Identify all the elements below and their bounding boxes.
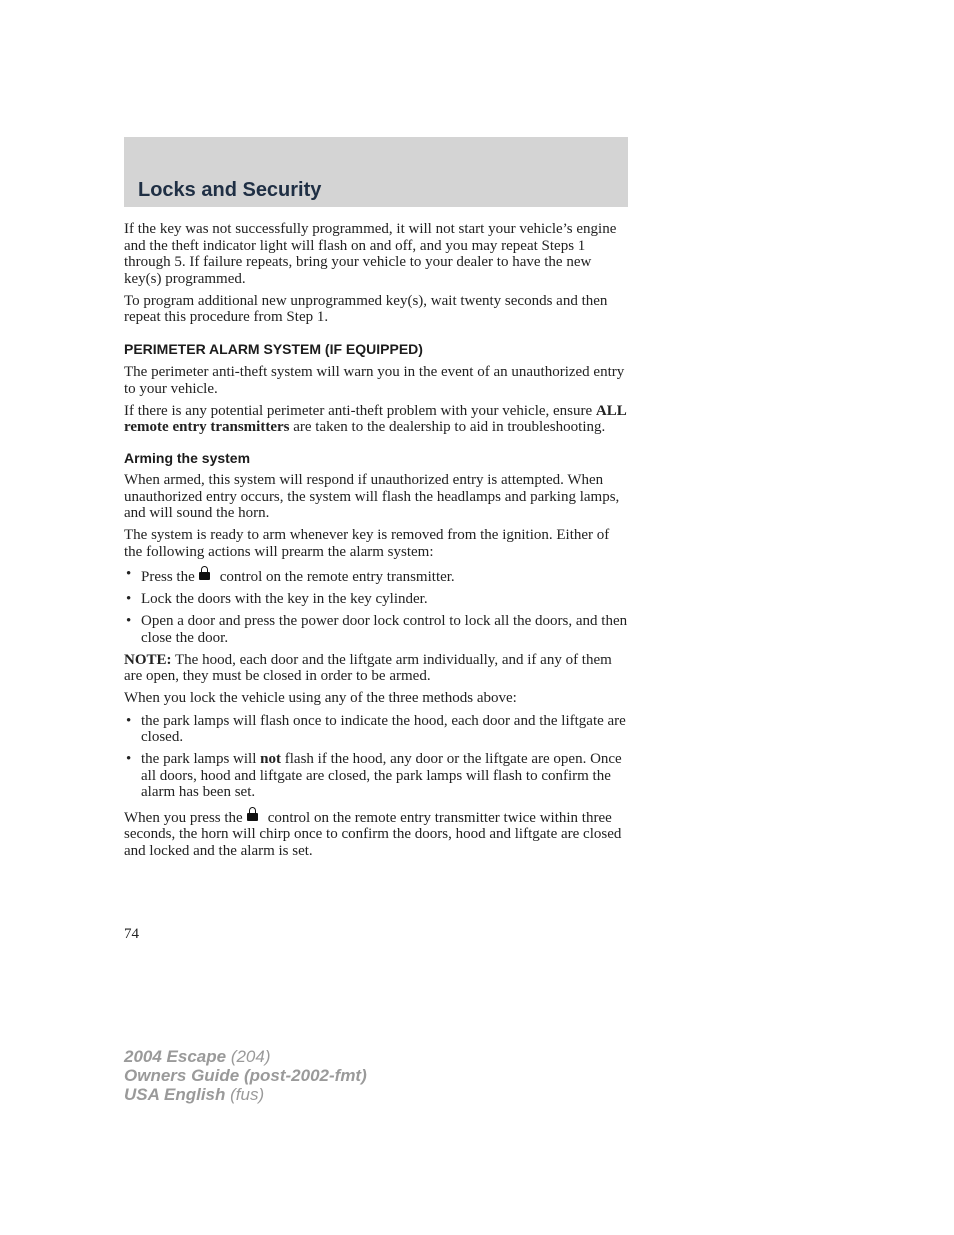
text: flash if the hood, any door or the liftgate are open. Once all doors, hood and liftgate are closed, the park lamps will flash to confirm the alarm has been set. (141, 751, 622, 801)
page-content (124, 221, 628, 865)
footer-line-3 (124, 1085, 367, 1104)
page-number: 74 (124, 926, 139, 942)
paragraph-when-armed: When armed, this system will respond if unauthorized entry is attempted. When unauthorized entry occurs, the system will flash the headlamps and parking lamps, and will sound the horn. (124, 471, 620, 522)
prearm-list (124, 566, 628, 646)
footer-line-1 (124, 1047, 367, 1066)
paragraph-press-twice (124, 807, 628, 860)
bold-text: ALL remote entry transmitters (124, 402, 626, 436)
list-item: • Open a door and press the power door lock control to lock all the doors, and then close the door. (124, 613, 628, 646)
text: Press the (141, 568, 195, 585)
text: control on the remote entry transmitter. (219, 568, 455, 585)
paragraph-perimeter-problem (124, 403, 628, 436)
footer-model-code: (204) (226, 1047, 271, 1066)
footer-language: USA English (124, 1085, 226, 1104)
paragraph-lock-methods: When you lock the vehicle using any of the three methods above: (124, 690, 517, 707)
paragraph-perimeter-intro: The perimeter anti-theft system will warn you in the event of an unauthorized entry to your vehicle. (124, 364, 625, 397)
park-lamps-list (124, 713, 628, 801)
footer-guide: Owners Guide (post-2002-fmt) (124, 1066, 367, 1085)
note-text: The hood, each door and the liftgate arm individually, and if any of them are open, they must be closed in order to be armed. (124, 651, 612, 685)
footer-language-code: (fus) (225, 1085, 265, 1104)
note-label: NOTE: (124, 651, 172, 668)
section-title: Locks and Security (138, 179, 322, 201)
list-item: • Lock the doors with the key in the key cylinder. (124, 591, 628, 608)
bold-text: not (260, 751, 281, 768)
text: the park lamps will (141, 751, 261, 768)
perimeter-alarm-heading: PERIMETER ALARM SYSTEM (IF EQUIPPED) (124, 341, 423, 358)
lock-icon (199, 566, 210, 580)
list-item (124, 751, 628, 801)
text: If there is any potential perimeter anti-theft problem with your vehicle, ensure (124, 402, 596, 419)
footer-line-2 (124, 1066, 367, 1085)
paragraph-ready-to-arm: The system is ready to arm whenever key is removed from the ignition. Either of the following actions will prearm the alarm system: (124, 527, 610, 560)
document-footer (124, 1047, 367, 1104)
section-header-band (124, 137, 628, 207)
text: When you press the (124, 809, 243, 826)
footer-model: 2004 Escape (124, 1047, 227, 1066)
list-item: • the park lamps will flash once to indicate the hood, each door and the liftgate are closed. (124, 713, 628, 746)
text: are taken to the dealership to aid in troubleshooting. (289, 419, 606, 436)
paragraph-key-not-programmed: If the key was not successfully programmed, it will not start your vehicle’s engine and the theft indicator light will flash on and off, and you may repeat Steps 1 through 5. If failure repeats, bring your vehicle to your dealer to have the new key(s) programmed. (124, 221, 617, 287)
note-paragraph (124, 652, 628, 685)
text: control on the remote entry transmitter twice within three seconds, the horn will chirp once to confirm the doors, hood and liftgate are closed and locked and the alarm is set. (124, 809, 622, 859)
list-item (124, 566, 628, 586)
paragraph-additional-keys: To program additional new unprogrammed key(s), wait twenty seconds and then repeat this procedure from Step 1. (124, 292, 608, 326)
lock-icon (247, 807, 258, 821)
arming-heading: Arming the system (124, 449, 251, 466)
